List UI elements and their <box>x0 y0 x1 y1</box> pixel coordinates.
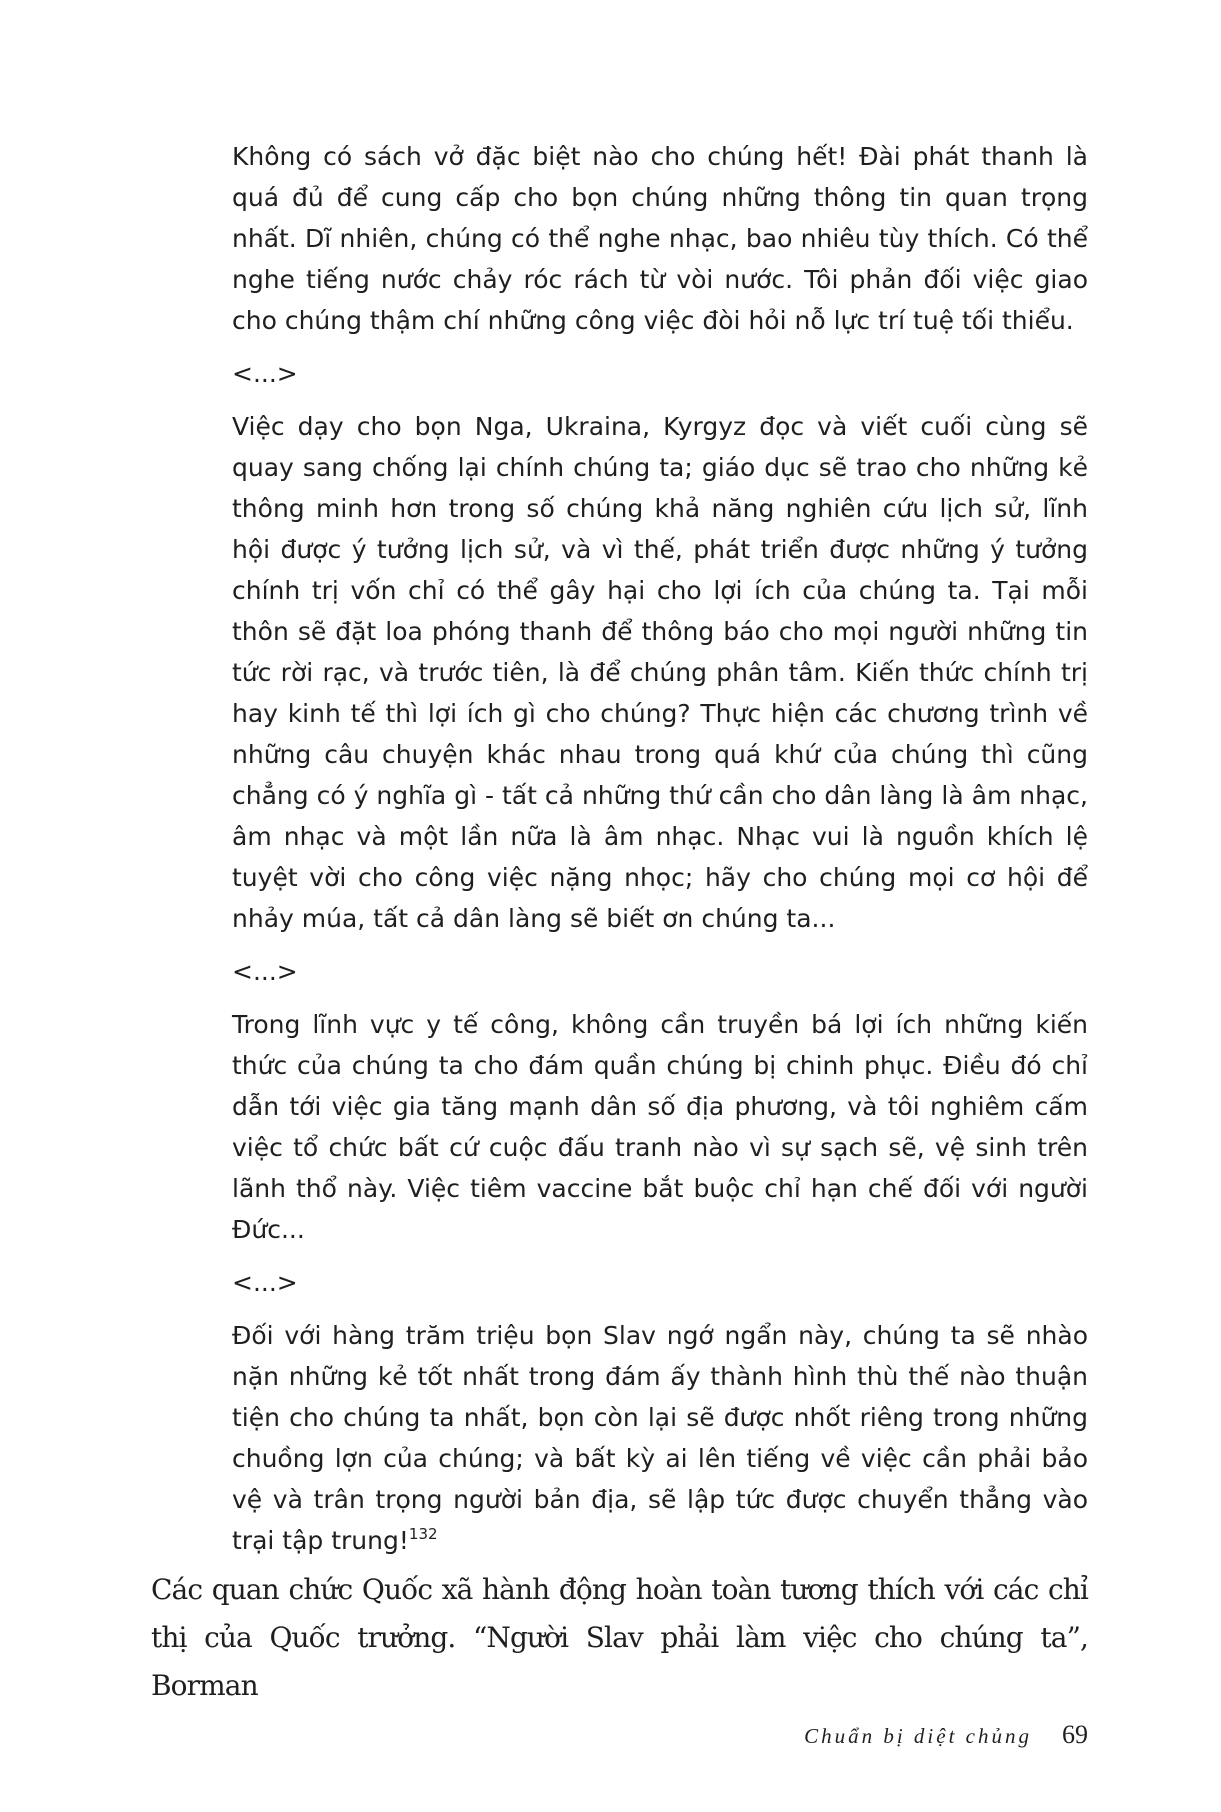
footnote-marker: 132 <box>408 1525 438 1543</box>
quote-paragraph-2: Việc dạy cho bọn Nga, Ukraina, Kyrgyz đọc và viết cuối cùng sẽ quay sang chống lại chính chúng ta; giáo dục sẽ trao cho những kẻ thông minh hơn trong số chúng khả năng nghiên cứu lịch sử, lĩnh hội được ý tưởng lịch sử, và vì thế, phát triển được những ý tưởng chính trị vốn chỉ có thể gây hại cho lợi ích của chúng ta. Tại mỗi thôn sẽ đặt loa phóng thanh để thông báo cho mọi người những tin tức rời rạc, và trước tiên, là để chúng phân tâm. Kiến thức chính trị hay kinh tế thì lợi ích gì cho chúng? Thực hiện các chương trình về những câu chuyện khác nhau trong quá khứ của chúng thì cũng chẳng có ý nghĩa gì - tất cả những thứ cần cho dân làng là âm nhạc, âm nhạc và một lần nữa là âm nhạc. Nhạc vui là nguồn khích lệ tuyệt vời cho công việc nặng nhọc; hãy cho chúng mọi cơ hội để nhảy múa, tất cả dân làng sẽ biết ơn chúng ta... <box>232 412 1088 933</box>
quote-ellipsis-2: <...> <box>232 957 298 986</box>
quote-ellipsis-3: <...> <box>232 1268 298 1297</box>
quote-paragraph-3: Trong lĩnh vực y tế công, không cần truyền bá lợi ích những kiến thức của chúng ta cho đám quần chúng bị chinh phục. Điều đó chỉ dẫn tới việc gia tăng mạnh dân số địa phương, và tôi nghiêm cấm việc tổ chức bất cứ cuộc đấu tranh nào vì sự sạch sẽ, vệ sinh trên lãnh thổ này. Việc tiêm vaccine bắt buộc chỉ hạn chế đối với người Đức... <box>232 1010 1088 1244</box>
quote-paragraph-4 <box>232 1315 1088 1561</box>
quote-paragraph-4-text: Đối với hàng trăm triệu bọn Slav ngớ ngẩn này, chúng ta sẽ nhào nặn những kẻ tốt nhất trong đám ấy thành hình thù thế nào thuận tiện cho chúng ta nhất, bọn còn lại sẽ được nhốt riêng trong những chuồng lợn của chúng; và bất kỳ ai lên tiếng về việc cần phải bảo vệ và trân trọng người bản địa, sẽ lập tức được chuyển thẳng vào trại tập trung! <box>232 1321 1088 1555</box>
page-number: 69 <box>1062 1720 1088 1749</box>
block-quote <box>232 136 1088 1561</box>
page-footer <box>804 1720 1088 1750</box>
quote-paragraph-1: Không có sách vở đặc biệt nào cho chúng hết! Đài phát thanh là quá đủ để cung cấp cho bọn chúng những thông tin quan trọng nhất. Dĩ nhiên, chúng có thể nghe nhạc, bao nhiêu tùy thích. Có thể nghe tiếng nước chảy róc rách từ vòi nước. Tôi phản đối việc giao cho chúng thậm chí những công việc đòi hỏi nỗ lực trí tuệ tối thiểu. <box>232 142 1088 335</box>
body-paragraph: Các quan chức Quốc xã hành động hoàn toàn tương thích với các chỉ thị của Quốc trưởng. “Người Slav phải làm việc cho chúng ta”, Borman <box>151 1573 1088 1702</box>
quote-ellipsis-1: <...> <box>232 359 298 388</box>
running-head: Chuẩn bị diệt chủng <box>804 1724 1032 1748</box>
